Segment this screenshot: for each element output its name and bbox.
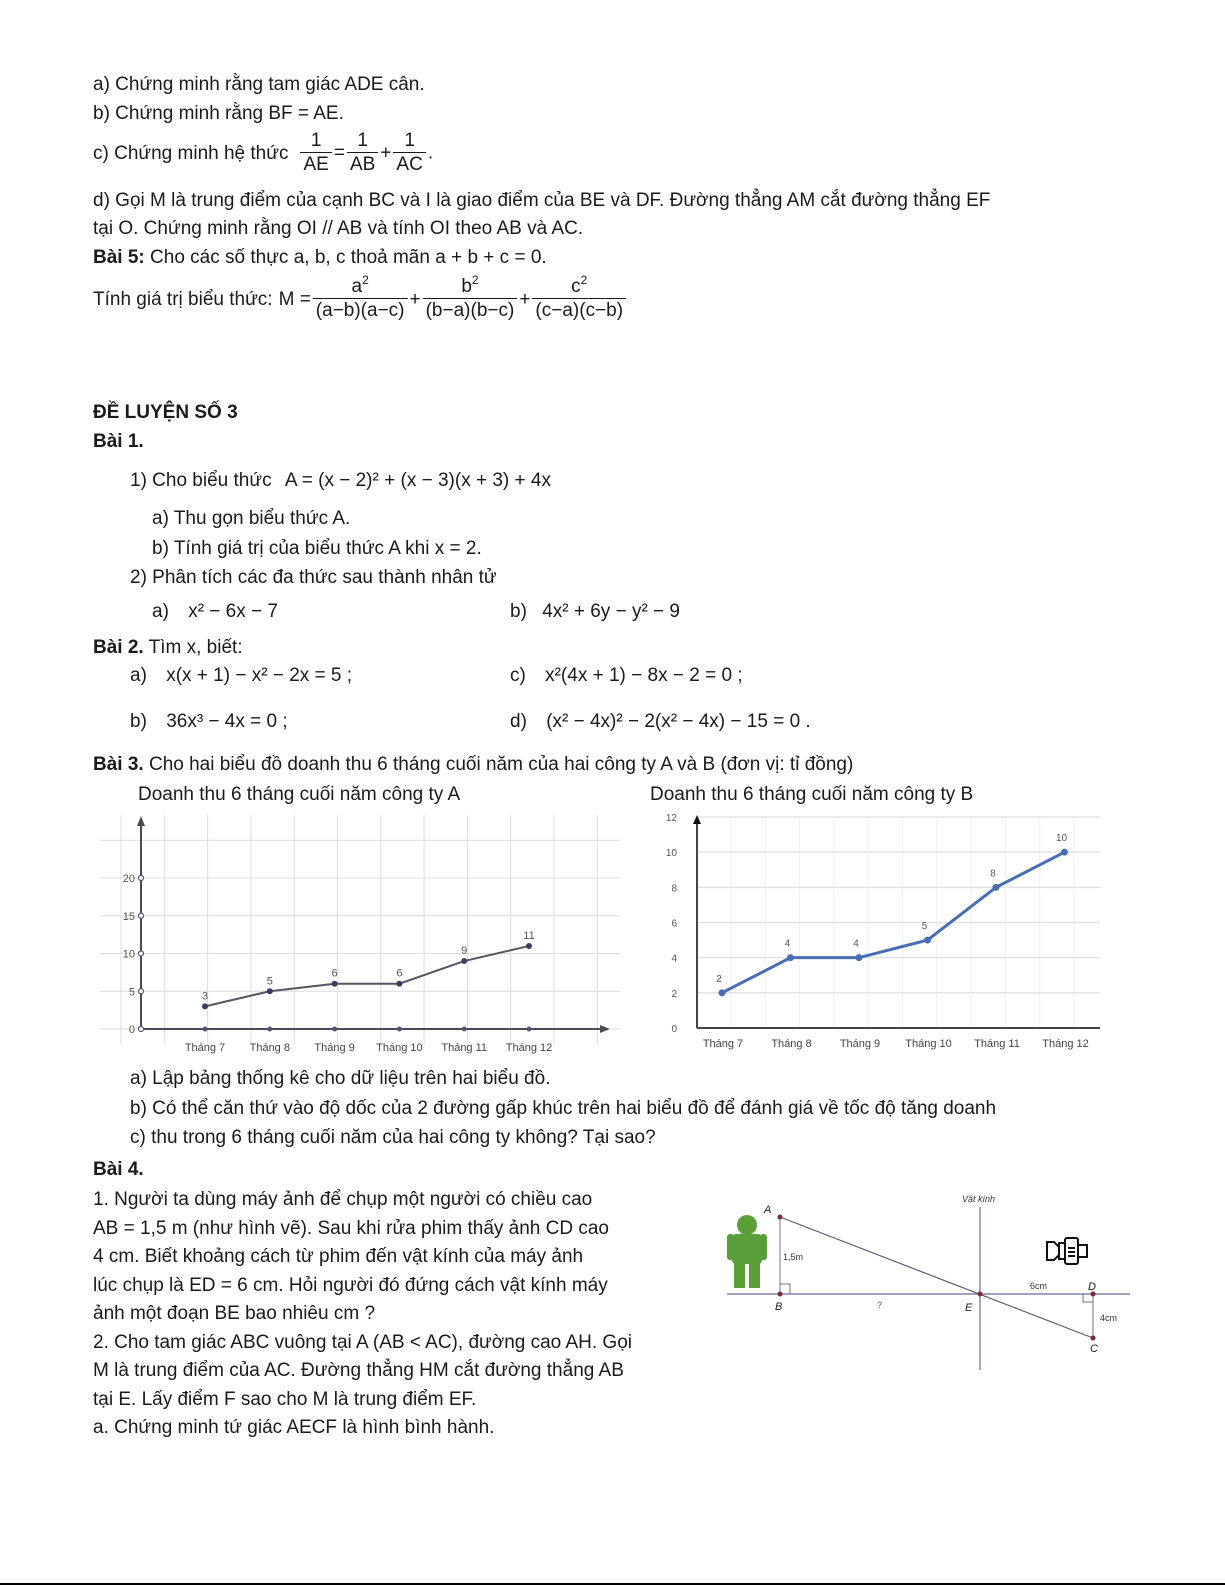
term3-num: $c^2$ [571, 273, 588, 297]
data-label: 4 [853, 938, 859, 950]
y-tick-label: 0 [128, 1024, 135, 1036]
label-E: E [965, 1302, 973, 1314]
x-tick-label: Tháng 9 [314, 1042, 355, 1054]
term1-den: (a−b)(a−c) [313, 298, 408, 323]
bai2-b-expression: 36x³ − 4x = 0 ; [166, 711, 288, 732]
label-A: A [764, 1204, 772, 1216]
frac-num: 1 [404, 130, 415, 151]
x-tick-label: Tháng 11 [974, 1038, 1020, 1050]
x-tick-label: Tháng 8 [249, 1042, 290, 1054]
chart-b-grid [697, 817, 1100, 1028]
chart-a [100, 810, 620, 1060]
x-tick-label: Tháng 10 [905, 1038, 952, 1050]
x-tick-label: Tháng 11 [441, 1042, 488, 1054]
chart-a-grid [100, 815, 620, 1045]
x-tick-marker [203, 1027, 208, 1032]
point-A [778, 1215, 783, 1220]
data-label: 2 [716, 973, 722, 985]
y-tick-label: 10 [665, 848, 677, 860]
bai3-qa: a) Lập bảng thống kê cho dữ liệu trên hai biểu đồ. [130, 1068, 551, 1089]
x-tick-marker [397, 1027, 402, 1032]
label-D: D [1088, 1281, 1096, 1293]
data-label: 9 [461, 945, 468, 958]
y-tick-label: 6 [671, 918, 677, 930]
data-point [396, 981, 402, 987]
x-tick-label: Tháng 12 [1042, 1038, 1089, 1050]
frac-den: AE [300, 152, 331, 177]
label-ED-length: 6cm [1030, 1281, 1048, 1291]
plus-sign: + [380, 142, 392, 164]
bai1-q2b-label: b) [510, 601, 527, 622]
bai1-q1-text: 1) Cho biểu thức [130, 470, 272, 491]
bai1-q2a-label: a) [152, 601, 169, 622]
bai4-line: 1. Người ta dùng máy ảnh để chụp một người có chiều cao [93, 1189, 593, 1210]
prev-question-c [93, 130, 433, 177]
prev-question-d-line2: tại O. Chứng minh rằng OI // AB và tính OI theo AB và AC. [93, 218, 584, 239]
bai2-c-label: c) [510, 665, 526, 686]
bai3-label: Bài 3. [93, 754, 144, 775]
bai3-qb: b) Có thể căn thứ vào độ dốc của 2 đường gấp khúc trên hai biểu đồ để đánh giá về tốc độ tăng doanh [130, 1098, 997, 1119]
x-tick-marker [267, 1027, 272, 1032]
data-label: 6 [331, 967, 338, 980]
prev-question-d-line1: d) Gọi M là trung điểm của cạnh BC và I là giao điểm của BE và DF. Đường thẳng AM cắt đường thẳng EF [93, 190, 991, 211]
bai2-a-label: a) [130, 665, 147, 686]
chart-a-axes [123, 816, 610, 1054]
exam-title: ĐỀ LUYỆN SỐ 3 [93, 402, 238, 423]
bai4-line: lúc chụp là ED = 6 cm. Hỏi người đó đứng cách vật kính máy [93, 1274, 608, 1296]
x-tick-label: Tháng 10 [376, 1042, 423, 1054]
bai4-line: a. Chứng minh tứ giác AECF là hình bình hành. [93, 1417, 495, 1438]
data-point [719, 989, 726, 996]
bai1-q1a: a) Thu gọn biểu thức A. [152, 508, 351, 529]
bai2-a-expression: x(x + 1) − x² − 2x = 5 ; [166, 665, 353, 686]
segment-AC [780, 1217, 1093, 1338]
label-AB-length: 1,5m [783, 1252, 804, 1262]
reciprocal-formula [298, 130, 433, 177]
bai5-expression: Tính giá trị biểu thức: M = $\frac{a^2}{(a-b)(a-c)}$ + $\frac{b^2}{(b-a)(b-c)}$ + $\frac{c^2}{(c-a)(c-b)}$ [93, 276, 628, 323]
bai1-q1-expression: A = (x − 2)² + (x − 3)(x + 3) + 4x [284, 470, 551, 491]
term3-den: (c−a)(c−b) [532, 298, 626, 323]
data-point [1061, 849, 1068, 856]
bai1-label: Bài 1. [93, 431, 144, 452]
bai1-q2: 2) Phân tích các đa thức sau thành nhân tử [130, 567, 497, 588]
x-tick-marker [527, 1027, 532, 1032]
bai4-label: Bài 4. [93, 1159, 144, 1180]
x-tick-marker [462, 1027, 467, 1032]
bai1-q2b-expression: 4x² + 6y − y² − 9 [542, 601, 681, 622]
bai2-b-label: b) [130, 711, 147, 732]
bai5-label: Bài 5: [93, 247, 145, 268]
data-point [526, 943, 532, 949]
period: . [427, 142, 434, 164]
y-tick-label: 20 [122, 873, 135, 885]
point-E [978, 1292, 983, 1297]
label-BE-length: ? [877, 1300, 883, 1310]
data-label: 3 [201, 990, 209, 1003]
data-point [993, 884, 1000, 891]
data-label: 5 [921, 921, 928, 933]
bai2-d-expression: (x² − 4x)² − 2(x² − 4x) − 15 = 0 . [546, 711, 811, 732]
bai5-expr-prefix: Tính giá trị biểu thức: [93, 288, 273, 310]
bai4-line: 2. Cho tam giác ABC vuông tại A (AB < AC), đường cao AH. Gọi [93, 1331, 632, 1353]
bai4-line: 4 cm. Biết khoảng cách từ phim đến vật kính của máy ảnh [93, 1246, 584, 1267]
bai3-qc: c) thu trong 6 tháng cuối năm của hai công ty không? Tại sao? [130, 1127, 656, 1148]
data-label: 11 [523, 929, 535, 942]
term2-num: $b^2$ [461, 273, 479, 297]
bai4-text [93, 1186, 632, 1443]
frac-den: AC [393, 152, 425, 177]
bai5-M: M = [278, 288, 311, 310]
bai4-line: tại E. Lấy điểm F sao cho M là trung điểm EF. [93, 1388, 477, 1410]
bai5-statement [93, 247, 547, 269]
bai2-a [130, 665, 352, 687]
data-point [332, 981, 338, 987]
bai5-text: Cho các số thực a, b, c thoả mãn a + b + c = 0. [144, 247, 547, 268]
data-label: 10 [1055, 833, 1068, 845]
x-tick-marker [332, 1027, 337, 1032]
label-B: B [775, 1301, 783, 1313]
bai1-q2a [152, 601, 278, 623]
bai1-q1 [130, 470, 551, 492]
bai2-d-label: d) [510, 711, 527, 732]
y-tick-label: 8 [671, 883, 677, 895]
term2-den: (b−a)(b−c) [423, 298, 518, 323]
y-tick-marker [139, 951, 144, 956]
bai2-c-expression: x²(4x + 1) − 8x − 2 = 0 ; [545, 665, 743, 686]
y-tick-label: 0 [671, 1024, 677, 1035]
bai2-text: Tìm x, biết: [143, 637, 243, 658]
x-axis-arrow-icon [600, 1025, 610, 1033]
data-point [461, 958, 467, 964]
bai1-q1b: b) Tính giá trị của biểu thức A khi x = 2. [152, 538, 482, 559]
prev-question-a: a) Chứng minh rằng tam giác ADE cân. [93, 74, 425, 95]
point-B [778, 1292, 783, 1297]
bai2-b [130, 711, 288, 733]
label-CD-length: 4cm [1100, 1313, 1118, 1323]
bai4-line: AB = 1,5 m (như hình vẽ). Sau khi rửa phim thấy ảnh CD cao [93, 1217, 609, 1239]
data-point [202, 1003, 208, 1009]
bai4-line: ảnh một đoạn BE bao nhiêu cm ? [93, 1303, 376, 1324]
data-point [267, 988, 273, 994]
x-tick-label: Tháng 7 [184, 1042, 226, 1054]
chart-b [640, 810, 1105, 1060]
point-C [1091, 1336, 1096, 1341]
y-tick-marker [139, 989, 144, 994]
term1-num: $a^2$ [351, 273, 369, 297]
bai3-statement [93, 754, 853, 776]
frac-den: AB [347, 152, 378, 177]
y-tick-marker [139, 913, 144, 918]
bai3-text: Cho hai biểu đồ doanh thu 6 tháng cuối năm của hai công ty A và B (đơn vị: tỉ đồng) [143, 754, 854, 775]
bai1-q2a-expression: x² − 6x − 7 [188, 601, 278, 622]
series-line [205, 946, 529, 1006]
chart-a-series [202, 930, 535, 1009]
bai1-q2b [510, 601, 680, 623]
x-tick-label: Tháng 9 [839, 1038, 881, 1050]
data-point [787, 954, 794, 961]
frac-num: 1 [310, 130, 322, 151]
x-tick-label: Tháng 7 [702, 1038, 744, 1050]
lens-label: Vật kính [962, 1194, 996, 1204]
chart-b-series [716, 833, 1068, 996]
camera-figure [700, 1170, 1130, 1370]
data-label: 6 [396, 967, 403, 980]
x-tick-label: Tháng 8 [771, 1038, 812, 1050]
x-tick-label: Tháng 12 [505, 1042, 553, 1054]
bai4-line: M là trung điểm của AC. Đường thẳng HM cắt đường thẳng AB [93, 1360, 624, 1381]
y-tick-label: 4 [671, 953, 677, 965]
bai2-c [510, 665, 743, 687]
y-axis-arrow-icon [137, 816, 145, 826]
y-tick-label: 5 [128, 986, 135, 999]
y-tick-label: 10 [122, 948, 135, 961]
y-tick-label: 2 [671, 988, 677, 1000]
bai2-label: Bài 2. [93, 637, 144, 658]
prev-question-c-text: c) Chứng minh hệ thức [93, 142, 289, 164]
label-C: C [1090, 1343, 1098, 1355]
person-icon [727, 1215, 767, 1288]
y-tick-marker [139, 876, 144, 881]
data-label: 8 [990, 868, 996, 880]
data-point [924, 937, 931, 944]
y-tick-marker [139, 1027, 144, 1032]
data-label: 5 [266, 975, 273, 988]
chart-a-title: Doanh thu 6 tháng cuối năm công ty A [138, 784, 461, 805]
prev-question-b: b) Chứng minh rằng BF = AE. [93, 103, 344, 124]
y-tick-label: 12 [665, 813, 677, 824]
chart-b-title: Doanh thu 6 tháng cuối năm công ty B [650, 784, 974, 805]
frac-num: 1 [357, 130, 368, 151]
data-point [856, 954, 863, 961]
y-tick-label: 15 [122, 910, 135, 923]
bai2-d [510, 711, 811, 733]
equals-sign: = [333, 142, 345, 164]
bai2-statement [93, 637, 243, 659]
data-label: 4 [784, 938, 791, 950]
camera-icon [1047, 1238, 1087, 1264]
